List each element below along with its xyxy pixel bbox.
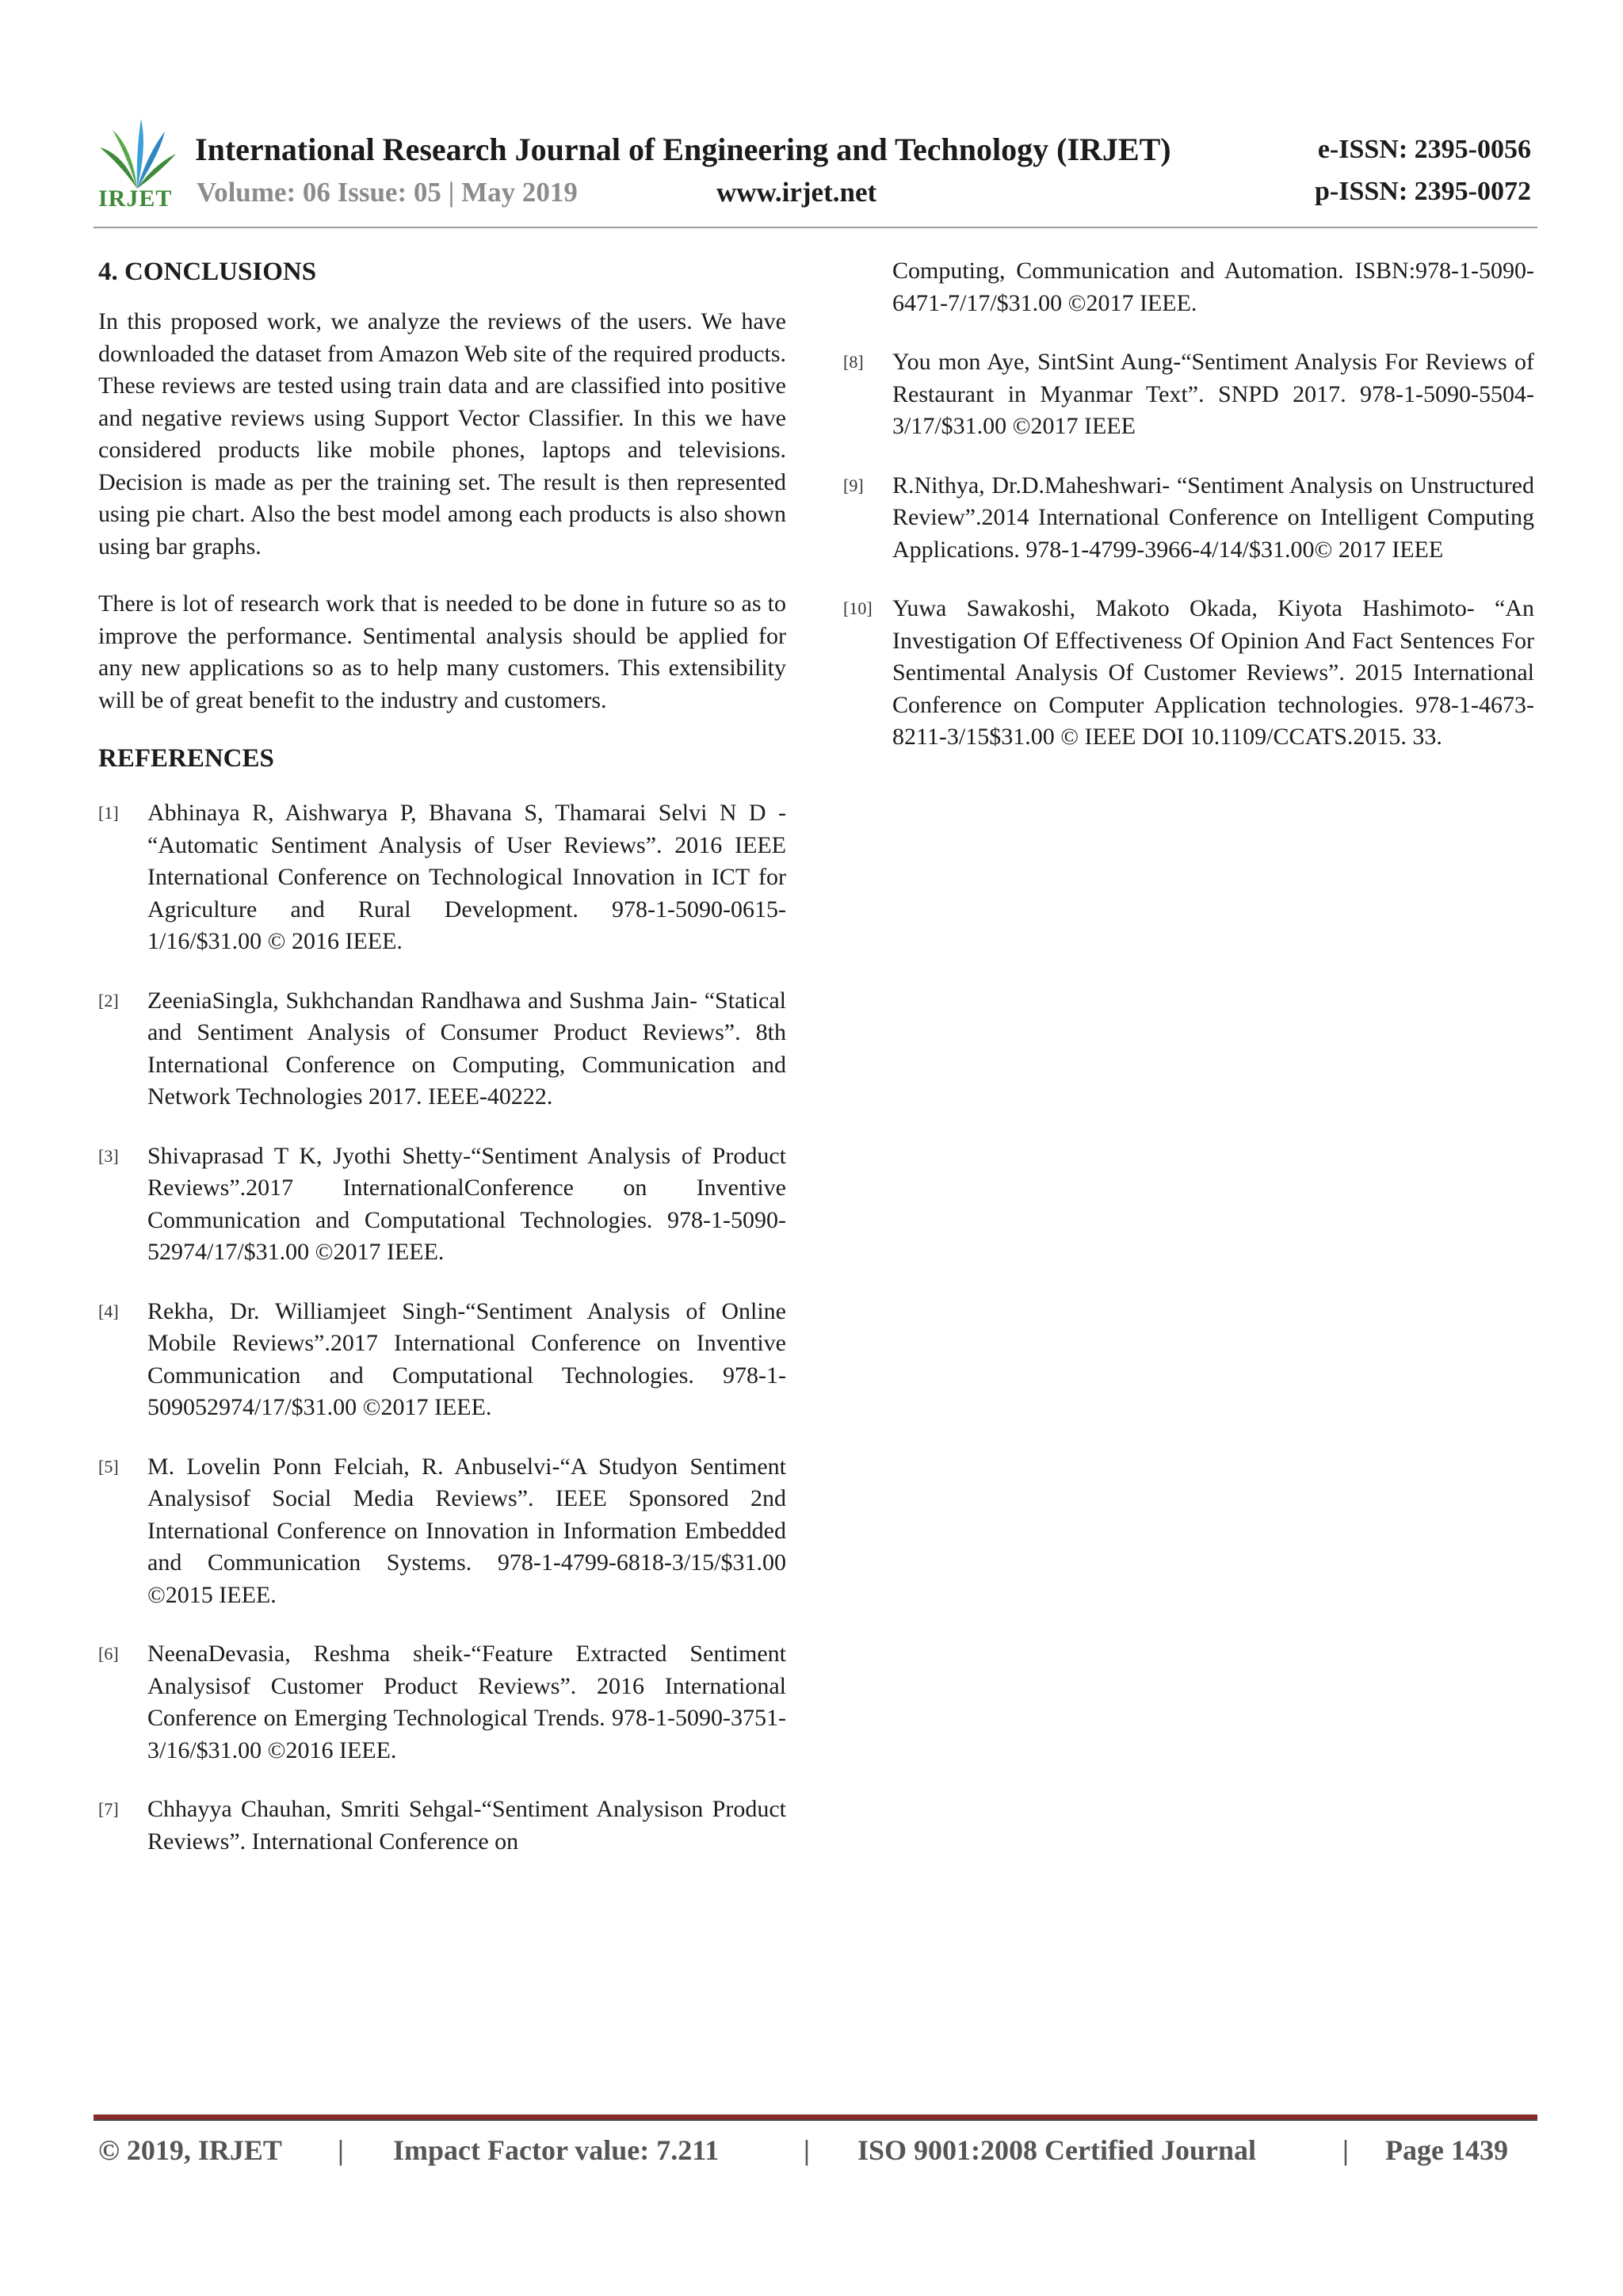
reference-number: [2] [98, 990, 119, 1010]
reference-item [98, 1140, 786, 1269]
footer-divider [94, 2115, 1537, 2121]
footer-separator: | [804, 2134, 810, 2166]
reference-number: [8] [843, 352, 864, 372]
reference-number: [4] [98, 1301, 119, 1321]
references-heading: REFERENCES [98, 744, 274, 773]
page-number: Page 1439 [1385, 2134, 1508, 2166]
conclusions-paragraph: There is lot of research work that is needed to be done in future so as to improve the performance. Sentimental analysis should be applied for any new applications so as to help many customers. This extensibility will be of great benefit to the industry and customers. [98, 590, 786, 713]
reference-item [843, 346, 1534, 443]
reference-number: [6] [98, 1644, 119, 1664]
reference-text: Shivaprasad T K, Jyothi Shetty-“Sentiment Analysis of Product Reviews”.2017 InternationalConference on Inventive Communication and Computational Technologies. 978-1-5090-52974/17/$31.00 ©2017 IEEE. [147, 1142, 786, 1265]
reference-text: M. Lovelin Ponn Felciah, R. Anbuselvi-“A Studyon Sentiment Analysisof Social Media Reviews”. IEEE Sponsored 2nd International Conference on Innovation in Information Embedded and Communication Systems. 978-1-4799-6818-3/15/$31.00 ©2015 IEEE. [147, 1453, 786, 1608]
reference-item [98, 985, 786, 1114]
reference-number: [9] [843, 475, 864, 495]
reference-item [98, 1296, 786, 1424]
reference-text: ZeeniaSingla, Sukhchandan Randhawa and Sushma Jain- “Statical and Sentiment Analysis of Consumer Product Reviews”. 8th International Conference on Computing, Communication and Network Technologies 2017. IEEE-40222. [147, 987, 786, 1110]
reference-text: NeenaDevasia, Reshma sheik-“Feature Extracted Sentiment Analysisof Customer Product Reviews”. 2016 International Conference on Emerging Technological Trends. 978-1-5090-3751-3/16/$31.00 ©2016 IEEE. [147, 1641, 786, 1763]
reference-item [843, 470, 1534, 567]
logo-text: IRJET [98, 185, 173, 212]
left-column [98, 255, 786, 1885]
reference-number: [5] [98, 1456, 119, 1477]
reference-item [98, 1638, 786, 1767]
reference-continuation: Computing, Communication and Automation. ISBN:978-1-5090-6471-7/17/$31.00 ©2017 IEEE. [892, 258, 1534, 316]
reference-text: R.Nithya, Dr.D.Maheshwari- “Sentiment Analysis on Unstructured Review”.2014 International Conference on Intelligent Computing Applications. 978-1-4799-3966-4/14/$31.00© 2017 IEEE [892, 472, 1534, 563]
e-issn: e-ISSN: 2395-0056 [1317, 135, 1531, 164]
footer-impact-factor: Impact Factor value: 7.211 [393, 2134, 720, 2166]
reference-number: [1] [98, 803, 119, 823]
reference-number: [3] [98, 1145, 119, 1166]
reference-number: [7] [98, 1799, 119, 1819]
reference-item [98, 797, 786, 958]
journal-logo [94, 116, 181, 214]
reference-text: Rekha, Dr. Williamjeet Singh-“Sentiment Analysis of Online Mobile Reviews”.2017 International Conference on Inventive Communication and Computational Technologies. 978-1-509052974/17/$31.00 ©2017 IEEE. [147, 1297, 786, 1420]
footer-separator: | [338, 2134, 344, 2166]
journal-title: International Research Journal of Engineering and Technology (IRJET) [195, 132, 1171, 167]
leaf-logo-icon [94, 116, 181, 192]
page-footer [98, 2134, 1531, 2173]
reference-text: Yuwa Sawakoshi, Makoto Okada, Kiyota Hashimoto- “An Investigation Of Effectiveness Of Opinion And Fact Sentences For Sentimental Analysis Of Customer Reviews”. 2015 International Conference on Computer Application technologies. 978-1-4673-8211-3/15$31.00 © IEEE DOI 10.1109/CCATS.2015. 33. [892, 595, 1534, 750]
footer-separator: | [1342, 2134, 1349, 2166]
journal-website[interactable]: www.irjet.net [716, 177, 877, 208]
reference-item [98, 1794, 786, 1858]
volume-issue: Volume: 06 Issue: 05 | May 2019 [197, 177, 578, 208]
p-issn: p-ISSN: 2395-0072 [1315, 177, 1531, 206]
footer-iso: ISO 9001:2008 Certified Journal [857, 2134, 1256, 2166]
reference-item [843, 593, 1534, 754]
conclusions-heading: 4. CONCLUSIONS [98, 258, 317, 286]
conclusions-paragraph: In this proposed work, we analyze the reviews of the users. We have downloaded the dataset from Amazon Web site of the required products. These reviews are tested using train data and are classified into positive and negative reviews using Support Vector Classifier. In this we have considered products like mobile phones, laptops and televisions. Decision is made as per the training set. The result is then represented using pie chart. Also the best model among each products is also shown using bar graphs. [98, 308, 786, 560]
reference-number: [10] [843, 598, 873, 618]
reference-text: Abhinaya R, Aishwarya P, Bhavana S, Thamarai Selvi N D - “Automatic Sentiment Analysis of User Reviews”. 2016 IEEE International Conference on Technological Innovation in ICT for Agriculture and Rural Development. 978-1-5090-0615-1/16/$31.00 © 2016 IEEE. [147, 800, 786, 954]
reference-text: Chhayya Chauhan, Smriti Sehgal-“Sentiment Analysison Product Reviews”. International Conference on [147, 1796, 786, 1855]
header-divider [94, 227, 1537, 228]
footer-copyright: © 2019, IRJET [98, 2134, 282, 2166]
reference-item [98, 1451, 786, 1612]
right-column [843, 255, 1534, 781]
reference-text: You mon Aye, SintSint Aung-“Sentiment Analysis For Reviews of Restaurant in Myanmar Text”. SNPD 2017. 978-1-5090-5504-3/17/$31.00 ©2017 IEEE [892, 349, 1534, 439]
